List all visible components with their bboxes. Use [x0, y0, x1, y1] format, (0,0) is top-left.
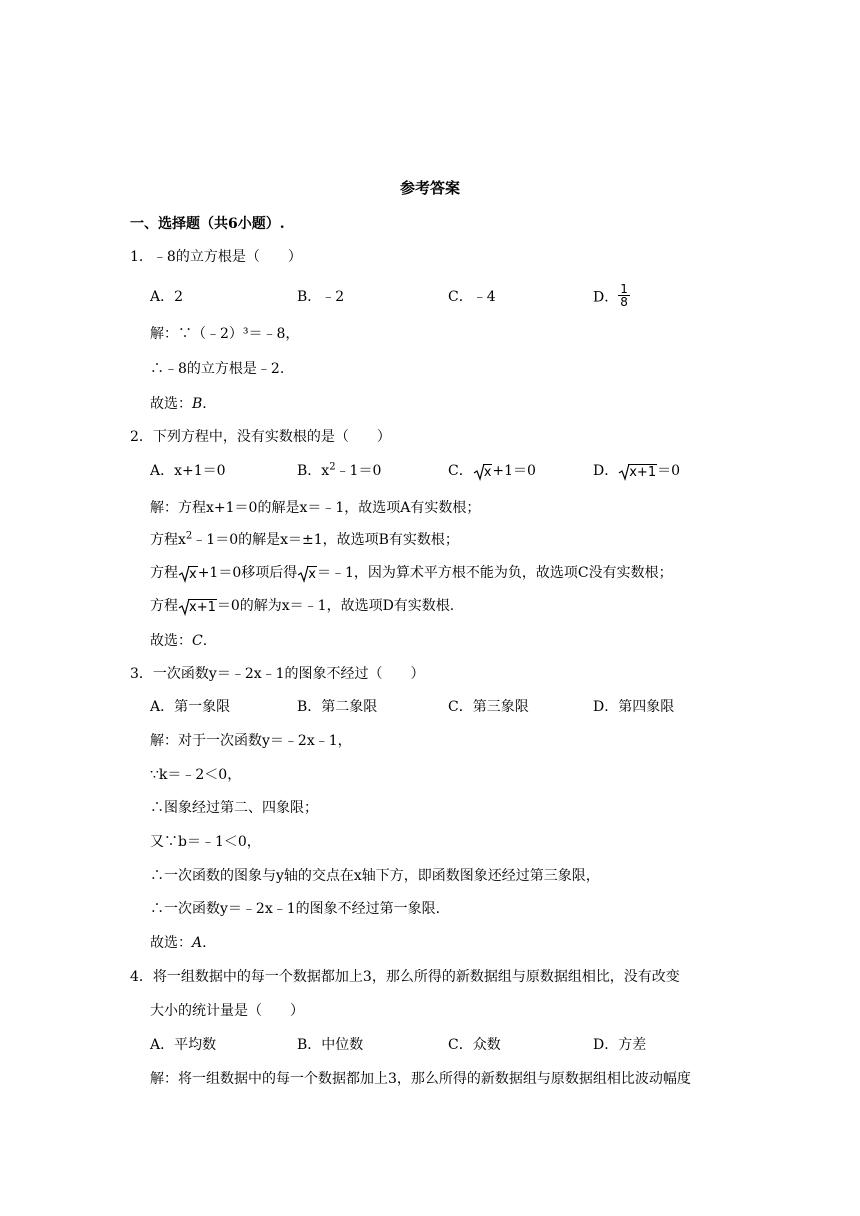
q3-solution-line-2: ∵k＝﹣2＜0， [150, 767, 242, 783]
q4-option-a: A．平均数 [150, 1037, 217, 1053]
q3-option-b: B．第二象限 [297, 699, 378, 715]
q2-option-c [448, 461, 536, 481]
q1-stem: 1．﹣8的立方根是（ ） [130, 249, 302, 265]
q2-s3-post: ＝﹣1，因为算术平方根不能为负，故选项C没有实数根； [316, 565, 673, 581]
fraction-denominator: 8 [620, 295, 628, 309]
q2-option-b-pre: B．x [297, 463, 330, 479]
q2-s4-post: ＝0的解为x＝﹣1，故选项D有实数根. [216, 598, 455, 614]
q3-solution-line-6: ∴一次函数y＝﹣2x﹣1的图象不经过第一象限. [150, 901, 441, 917]
q1-option-a: A．2 [150, 289, 184, 305]
q2-option-b [297, 461, 381, 481]
q1-option-c: C．﹣4 [448, 289, 496, 305]
q2-s2-post: ﹣1＝0的解是x＝±1，故选项B有实数根； [192, 532, 459, 548]
radicand: x [189, 567, 197, 582]
superscript: 2 [185, 530, 193, 542]
radicand: x [308, 567, 316, 582]
q2-option-c-pre: C． [448, 463, 473, 479]
sqrt-sign-icon [618, 461, 630, 481]
q3-solution-line-5: ∴一次函数的图象与y轴的交点在x轴下方，即函数图象还经过第三象限， [150, 868, 600, 884]
q2-option-d [593, 461, 680, 481]
q4-stem-line-2: 大小的统计量是（ ） [150, 1003, 304, 1019]
q1-solution-line-1: 解：∵（﹣2）³＝﹣8， [150, 326, 300, 342]
q2-solution-line-1: 解：方程x+1＝0的解是x＝﹣1，故选项A有实数根； [150, 500, 481, 516]
q3-solution-line-3: ∴图象经过第二、四象限； [150, 800, 318, 816]
answer-letter: A [192, 935, 203, 951]
sqrt-expression [297, 563, 317, 583]
q2-option-d-pre: D． [593, 463, 619, 479]
section-heading: 一、选择题（共6小题）. [130, 216, 285, 232]
answer-prefix: 故选： [150, 935, 192, 951]
answer-period: . [202, 633, 208, 649]
q2-option-b-post: ﹣1＝0 [335, 463, 382, 479]
radicand: x+1 [189, 600, 216, 615]
answer-period: . [202, 935, 207, 951]
q2-s2-pre: 方程x [150, 532, 186, 548]
answer-letter: B [192, 396, 203, 412]
fraction-numerator: 1 [620, 282, 628, 296]
page-title: 参考答案 [399, 179, 460, 197]
sqrt-expression [473, 461, 493, 481]
q2-solution-line-3 [150, 563, 673, 583]
q3-option-a: A．第一象限 [150, 699, 231, 715]
q3-solution-line-4: 又∵b＝﹣1＜0， [150, 834, 261, 850]
q2-stem: 2．下列方程中，没有实数根的是（ ） [130, 429, 391, 445]
q1-option-d [593, 282, 630, 309]
q1-option-d-prefix: D． [593, 289, 619, 306]
q3-option-d: D．第四象限 [593, 699, 675, 715]
q3-stem: 3．一次函数y＝﹣2x﹣1的图象不经过（ ） [130, 666, 425, 682]
q4-option-b: B．中位数 [297, 1037, 364, 1053]
sqrt-sign-icon [297, 563, 309, 583]
q1-solution-line-2: ∴﹣8的立方根是﹣2. [150, 361, 285, 377]
q2-answer [150, 631, 207, 651]
q3-solution-line-1: 解：对于一次函数y＝﹣2x﹣1， [150, 733, 352, 749]
q4-stem-line-1: 4．将一组数据中的每一个数据都加上3，那么所得的新数据组与原数据组相比，没有改变 [130, 969, 680, 985]
q4-option-c: C．众数 [448, 1037, 501, 1053]
answer-letter: C [192, 633, 203, 649]
superscript: 2 [329, 461, 336, 473]
radicand: x [483, 465, 492, 480]
q2-s4-pre: 方程 [150, 598, 178, 614]
sqrt-expression [178, 563, 198, 583]
sqrt-expression [178, 596, 217, 616]
q2-option-a: A．x+1＝0 [150, 463, 226, 479]
q4-solution-line-1: 解：将一组数据中的每一个数据都加上3，那么所得的新数据组与原数据组相比波动幅度 [150, 1071, 691, 1087]
answer-prefix: 故选： [150, 633, 192, 649]
q2-solution-line-2 [150, 530, 459, 550]
q2-option-d-post: ＝0 [657, 463, 681, 479]
sqrt-sign-icon [178, 563, 190, 583]
sqrt-sign-icon [473, 461, 485, 481]
q1-option-b: B．﹣2 [297, 289, 345, 305]
q4-option-d: D．方差 [593, 1037, 647, 1053]
radicand: x+1 [629, 465, 657, 480]
q3-answer [150, 933, 207, 953]
q2-option-c-post: +1＝0 [492, 463, 536, 479]
sqrt-sign-icon [178, 596, 190, 616]
fraction [618, 283, 630, 308]
q2-s3-mid: +1＝0移项后得 [197, 565, 298, 581]
q3-option-c: C．第三象限 [448, 699, 529, 715]
q2-s3-pre: 方程 [150, 565, 178, 581]
answer-prefix: 故选： [150, 396, 192, 412]
answer-period: . [202, 396, 207, 412]
q1-answer [150, 394, 207, 414]
sqrt-expression [618, 461, 657, 481]
q2-solution-line-4 [150, 596, 454, 616]
